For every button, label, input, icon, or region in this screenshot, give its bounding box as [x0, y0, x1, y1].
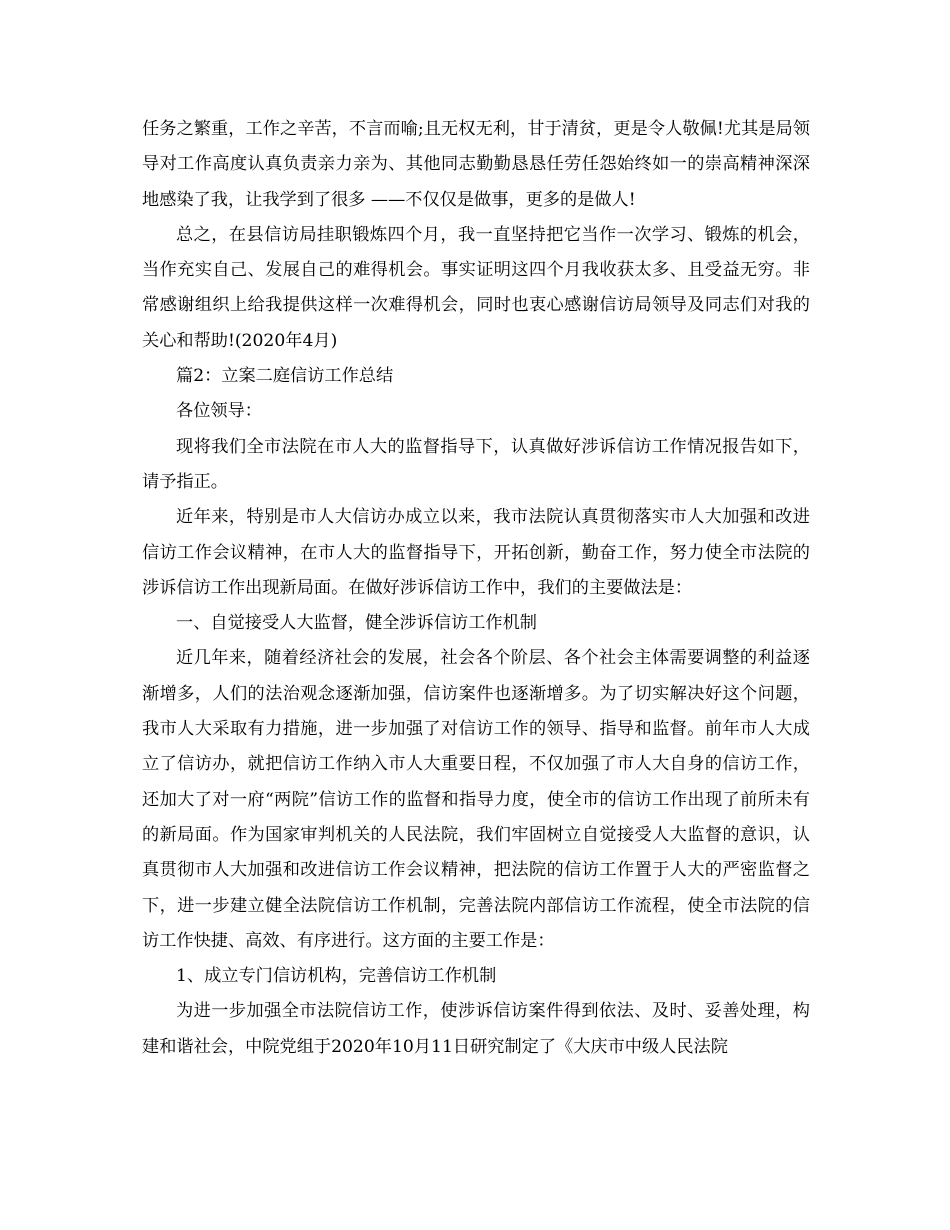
- paragraph-1: 任务之繁重，工作之辛苦，不言而喻;且无权无利，甘于清贫，更是令人敬佩!尤其是局领导对工作高度认真负责亲力亲为、其他同志勤勤恳恳任劳任怨始终如一的崇高精神深深地感染了我，让我学到了很多 ——不仅仅是做事，更多的是做人!: [142, 119, 810, 210]
- subheading-1: 一、自觉接受人大监督，健全涉诉信访工作机制: [176, 613, 537, 634]
- subheading-1-1: 1、成立专门信访机构，完善信访工作机制: [176, 966, 497, 987]
- paragraph-recent-years: 近年来，特别是市人大信访办成立以来，我市法院认真贯彻落实市人大加强和改进信访工作会议精神，在市人大的监督指导下，开拓创新，勤奋工作，努力使全市法院的涉诉信访工作出现新局面。在做好涉诉信访工作中，我们的主要做法是：: [142, 507, 810, 598]
- paragraph-report-intro: 现将我们全市法院在市人大的监督指导下，认真做好涉诉信访工作情况报告如下，请予指正。: [142, 436, 810, 492]
- salutation: 各位领导：: [176, 401, 262, 422]
- paragraph-2: 总之，在县信访局挂职锻炼四个月，我一直坚持把它当作一次学习、锻炼的机会，当作充实自己、发展自己的难得机会。事实证明这四个月我收获太多、且受益无穷。非常感谢组织上给我提供这样一次难得机会，同时也衷心感谢信访局领导及同志们对我的关心和帮助!(2020年4月): [142, 224, 810, 351]
- document-body: [142, 112, 810, 1065]
- section-heading: 篇2：立案二庭信访工作总结: [176, 366, 394, 387]
- paragraph-last: 为进一步加强全市法院信访工作，使涉诉信访案件得到依法、及时、妥善处理，构建和谐社会，中院党组于2020年10月11日研究制定了《大庆市中级人民法院: [142, 1001, 810, 1057]
- paragraph-supervision: 近几年来，随着经济社会的发展，社会各个阶层、各个社会主体需要调整的利益逐渐增多，人们的法治观念逐渐加强，信访案件也逐渐增多。为了切实解决好这个问题，我市人大采取有力措施，进一步加强了对信访工作的领导、指导和监督。前年市人大成立了信访办，就把信访工作纳入市人大重要日程，不仅加强了市人大自身的信访工作，还加大了对一府“两院”信访工作的监督和指导力度，使全市的信访工作出现了前所未有的新局面。作为国家审判机关的人民法院，我们牢固树立自觉接受人大监督的意识，认真贯彻市人大加强和改进信访工作会议精神，把法院的信访工作置于人大的严密监督之下，进一步建立健全法院信访工作机制，完善法院内部信访工作流程，使全市法院的信访工作快捷、高效、有序进行。这方面的主要工作是：: [142, 648, 810, 951]
